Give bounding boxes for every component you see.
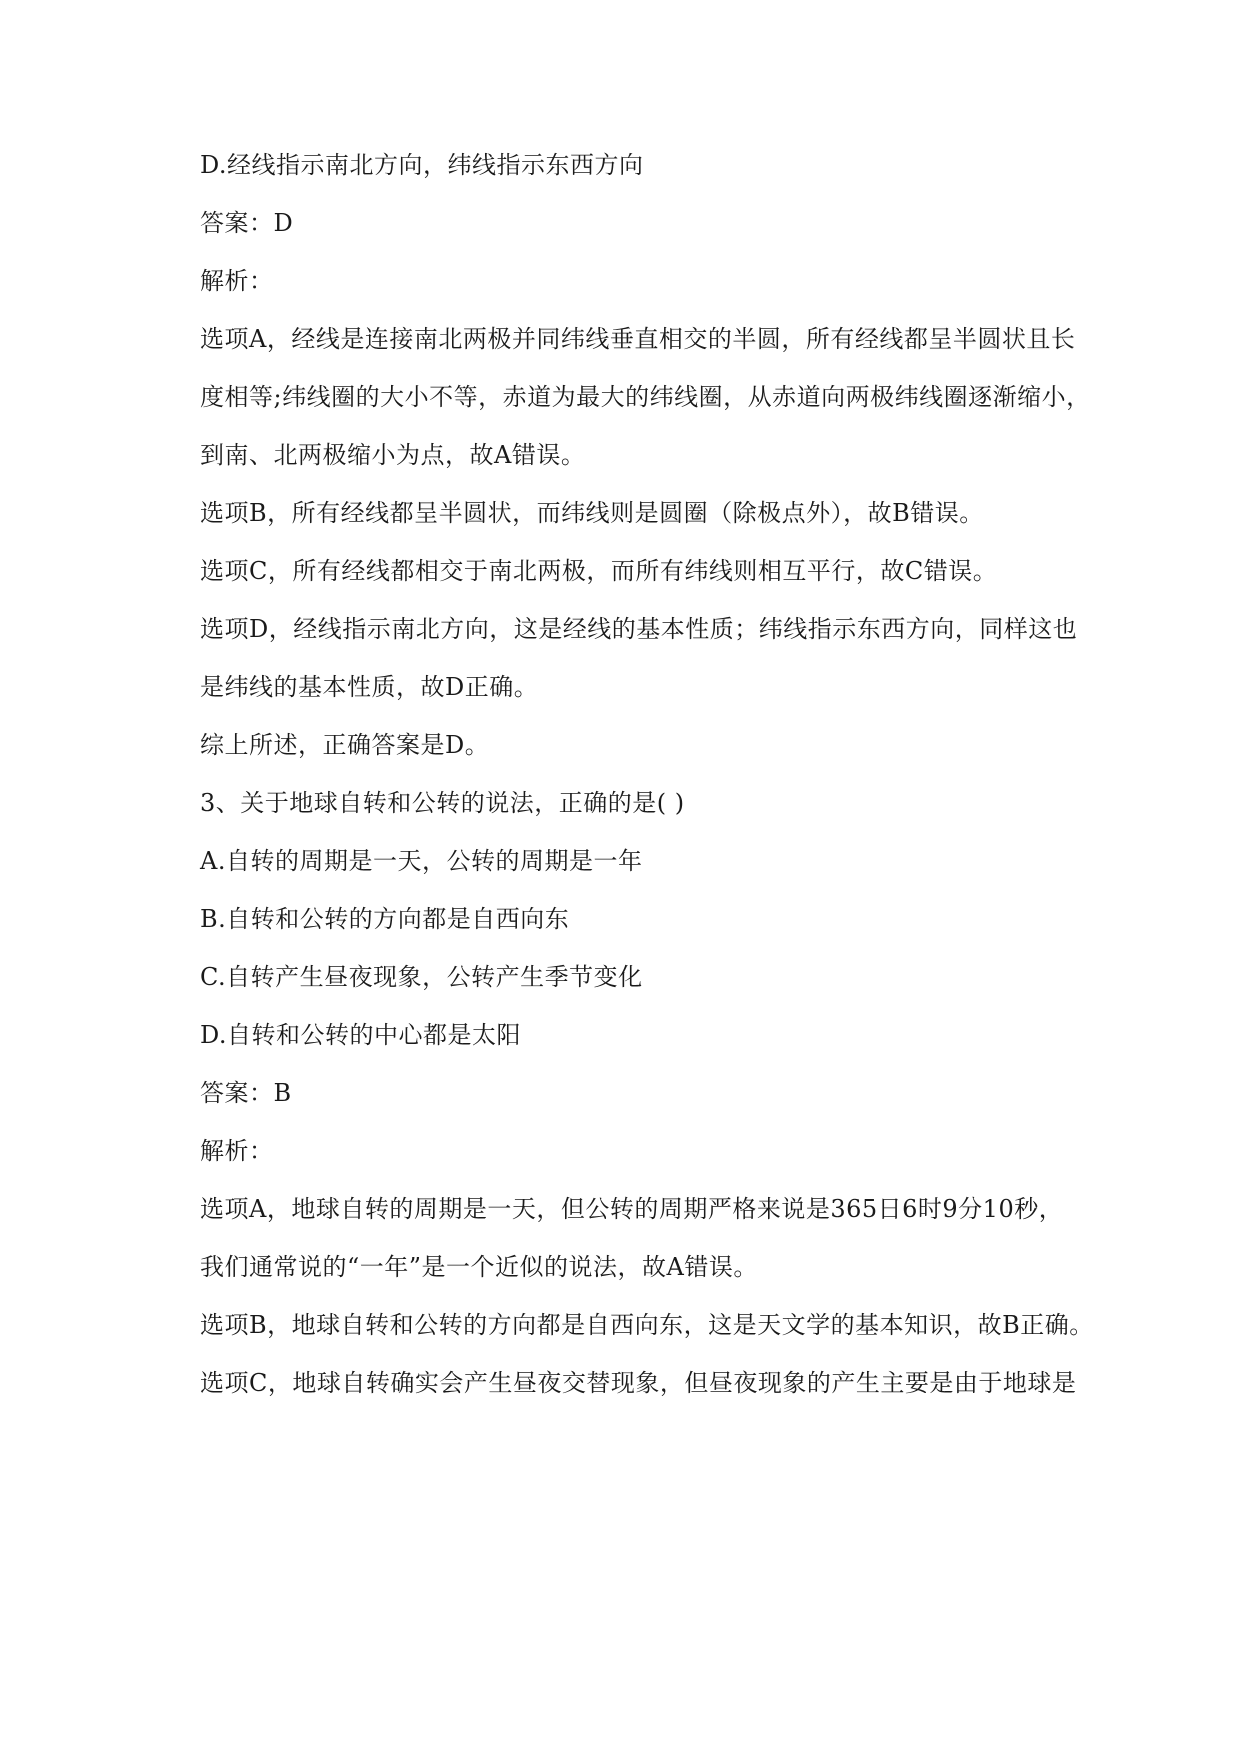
analysis-c: 选项C，所有经线都相交于南北两极，而所有纬线则相互平行，故C错误。	[200, 557, 998, 585]
option-a-q3: A.自转的周期是一天，公转的周期是一年	[200, 847, 643, 875]
analysis-heading-q2: 解析：	[200, 267, 274, 295]
answer-q2: 答案：D	[200, 209, 294, 237]
option-c-q3: C.自转产生昼夜现象，公转产生季节变化	[200, 963, 643, 991]
analysis-d-line-2: 是纬线的基本性质，故D正确。	[200, 673, 539, 701]
analysis-a-line-1: 选项A，经线是连接南北两极并同纬线垂直相交的半圆，所有经线都呈半圆状且长	[200, 325, 1076, 353]
summary-q2: 综上所述，正确答案是D。	[200, 731, 490, 759]
question-3: 3、关于地球自转和公转的说法，正确的是( )	[200, 789, 685, 817]
analysis-d-line-1: 选项D，经线指示南北方向，这是经线的基本性质；纬线指示东西方向，同样这也	[200, 615, 1078, 643]
option-d-q2: D.经线指示南北方向，纬线指示东西方向	[200, 151, 644, 179]
analysis-heading-q3: 解析：	[200, 1137, 274, 1165]
analysis-b: 选项B，所有经线都呈半圆状，而纬线则是圆圈（除极点外），故B错误。	[200, 499, 984, 527]
analysis-a-line-3: 到南、北两极缩小为点，故A错误。	[200, 441, 586, 469]
answer-q3: 答案：B	[200, 1079, 292, 1107]
analysis-a-line-2: 度相等;纬线圈的大小不等，赤道为最大的纬线圈，从赤道向两极纬线圈逐渐缩小，	[200, 383, 1091, 411]
option-b-q3: B.自转和公转的方向都是自西向东	[200, 905, 570, 933]
analysis-c-q3: 选项C，地球自转确实会产生昼夜交替现象，但昼夜现象的产生主要是由于地球是	[200, 1369, 1077, 1397]
analysis-a-q3-line-2: 我们通常说的“一年”是一个近似的说法，故A错误。	[200, 1253, 758, 1281]
option-d-q3: D.自转和公转的中心都是太阳	[200, 1021, 522, 1049]
analysis-a-q3-line-1: 选项A，地球自转的周期是一天，但公转的周期严格来说是365日6时9分10秒，	[200, 1195, 1064, 1223]
analysis-b-q3: 选项B，地球自转和公转的方向都是自西向东，这是天文学的基本知识，故B正确。	[200, 1311, 1094, 1339]
